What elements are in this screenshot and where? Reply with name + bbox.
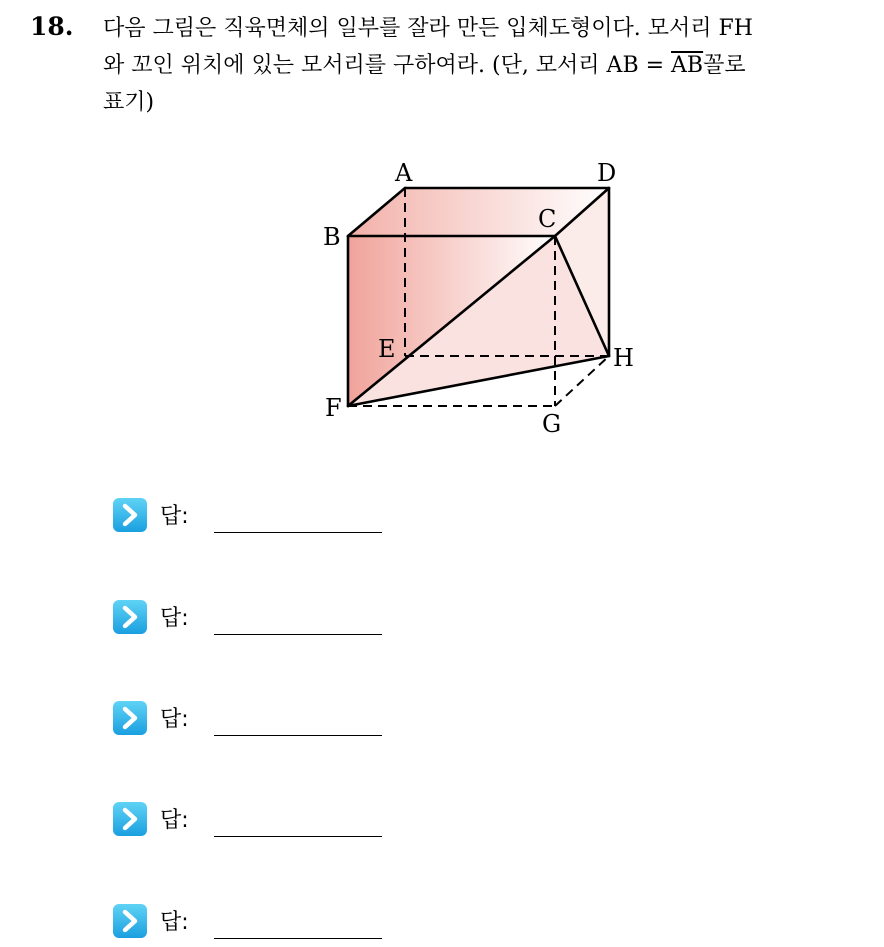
answer-input-line[interactable]	[214, 532, 382, 533]
chevron-right-icon	[112, 497, 148, 533]
vertex-label-F: F	[325, 394, 342, 422]
question-line-1: 다음 그림은 직육면체의 일부를 잘라 만든 입체도형이다. 모서리 FH	[103, 16, 753, 41]
answer-input-line[interactable]	[214, 634, 382, 635]
chevron-right-icon	[112, 599, 148, 635]
segment-notation: $\overline{AB}$	[671, 53, 704, 78]
vertex-label-H: H	[613, 344, 634, 372]
answer-input-line[interactable]	[214, 836, 382, 837]
solid-figure	[320, 155, 650, 440]
question-line-2-pre: 와 꼬인 위치에 있는 모서리를 구하여라. (단, 모서리 AB =	[103, 53, 672, 78]
answer-label: 답:	[160, 504, 189, 529]
vertex-label-B: B	[323, 223, 341, 251]
vertex-label-C: C	[538, 205, 557, 233]
vertex-label-D: D	[597, 159, 617, 187]
answer-label: 답:	[160, 808, 189, 833]
vertex-label-A: A	[395, 159, 413, 187]
answer-input-line[interactable]	[214, 735, 382, 736]
vertex-label-E: E	[378, 335, 396, 363]
answer-label: 답:	[160, 606, 189, 631]
vertex-label-G: G	[542, 410, 562, 438]
question-line-2	[103, 47, 873, 84]
answer-input-line[interactable]	[214, 938, 382, 939]
chevron-right-icon	[112, 903, 148, 939]
question-line-2-post: 꼴로	[703, 53, 746, 78]
question-number: 18.	[30, 12, 74, 41]
answer-label: 답:	[160, 910, 189, 935]
chevron-right-icon	[112, 801, 148, 837]
chevron-right-icon	[112, 700, 148, 736]
question-text	[103, 10, 873, 121]
question-line-3: 표기)	[103, 90, 155, 115]
answer-label: 답:	[160, 707, 189, 732]
